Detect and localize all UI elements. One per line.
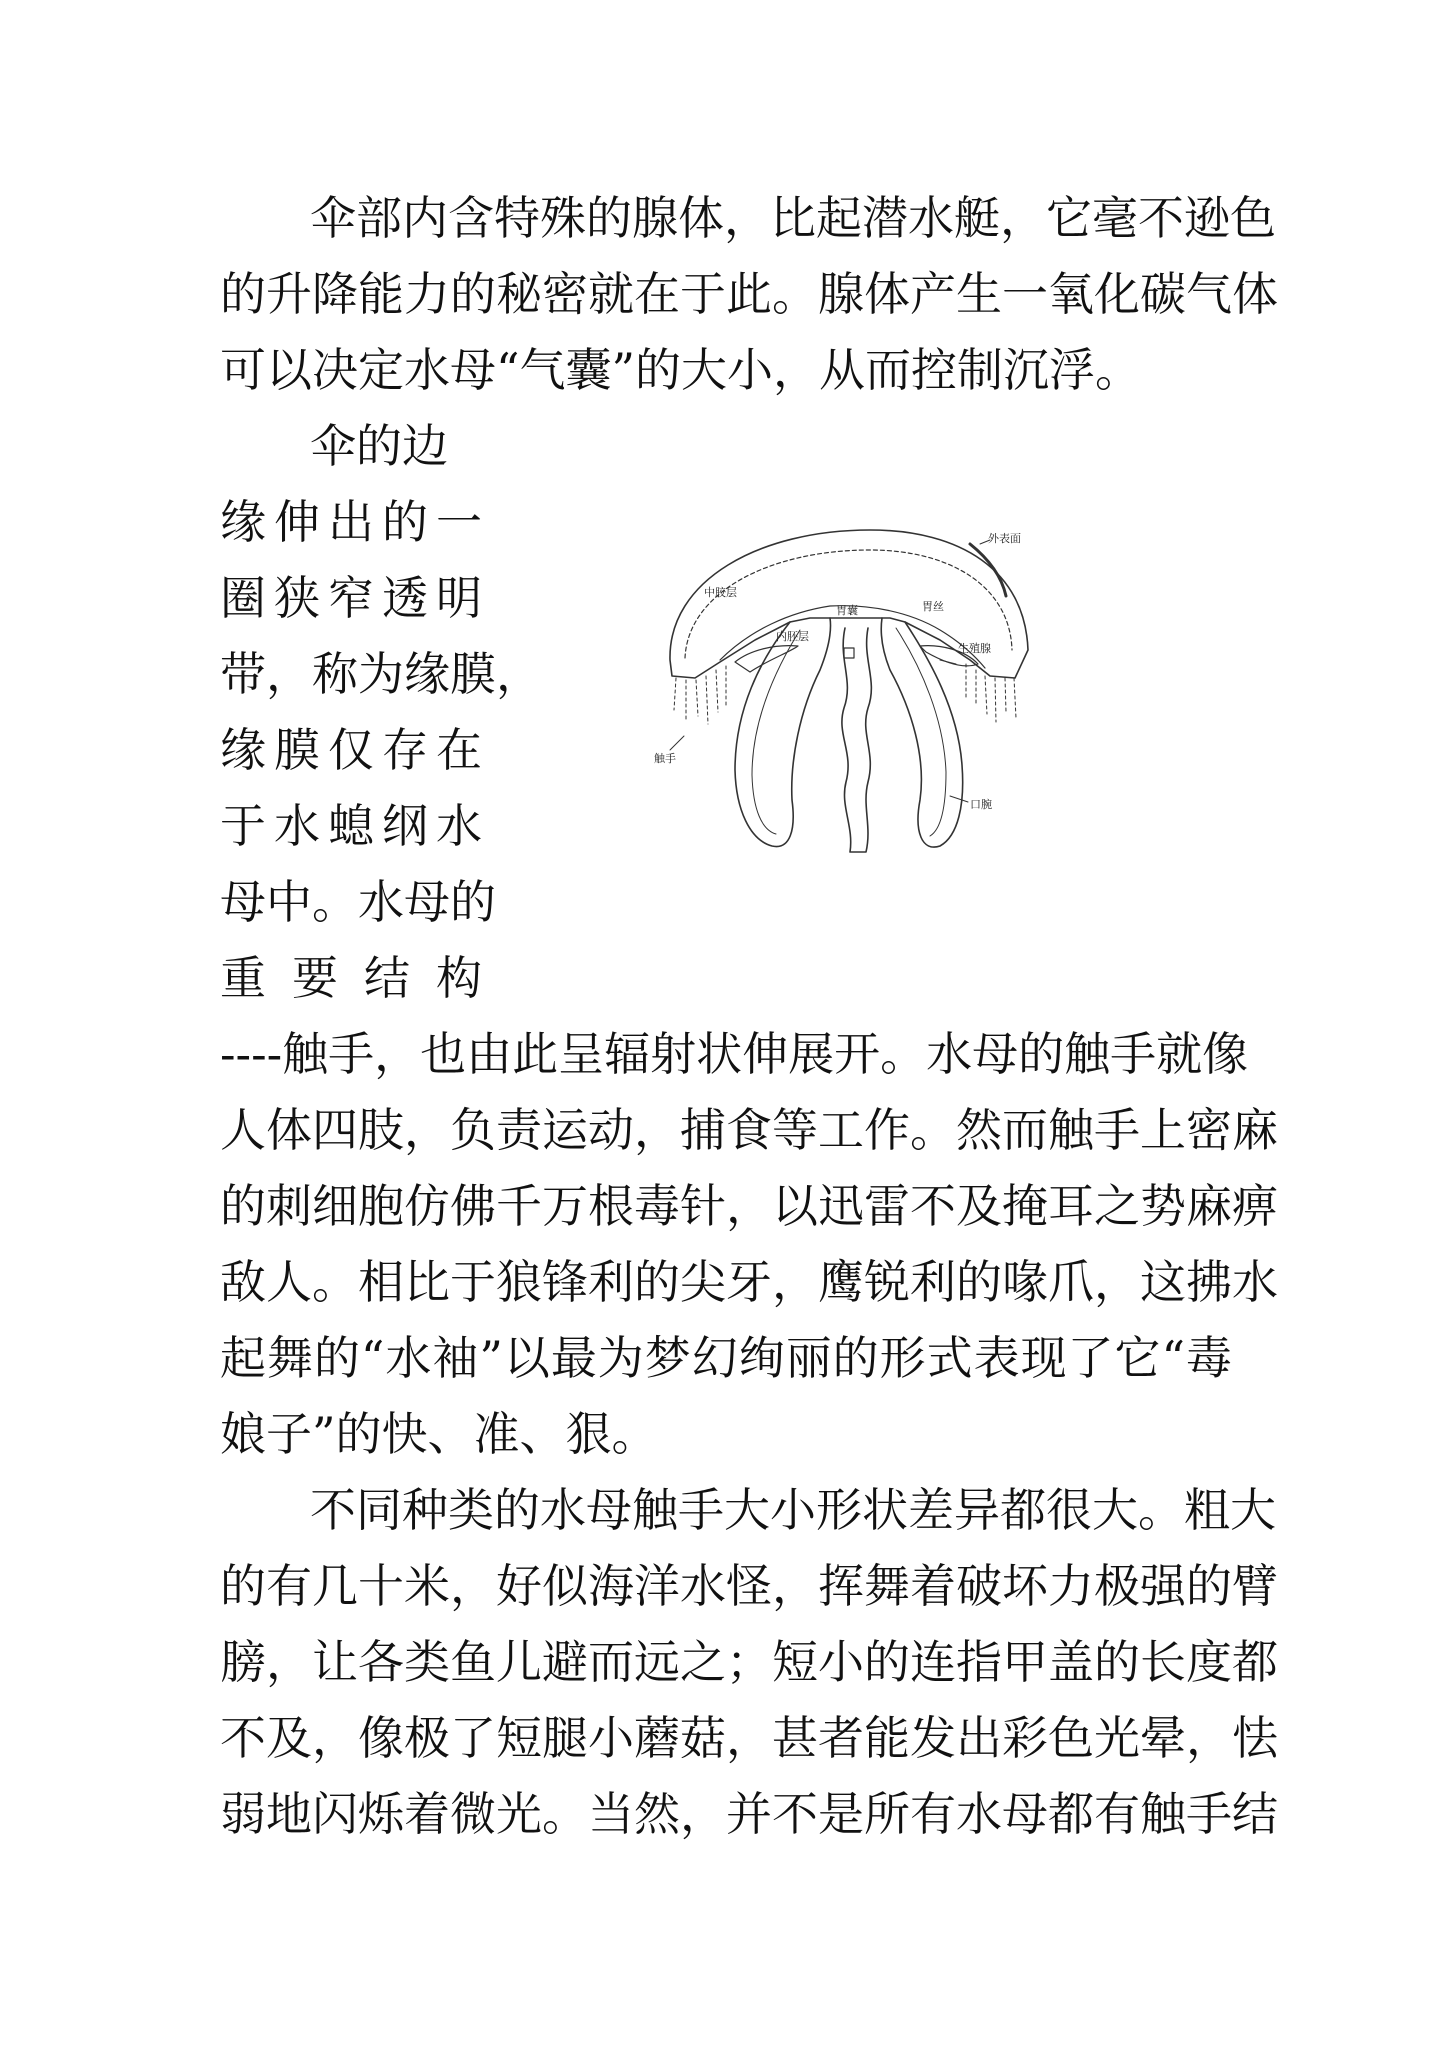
text-line: 人体四肢，负责运动，捕食等工作。然而触手上密麻 bbox=[220, 1103, 1278, 1157]
text-line: 不及，像极了短腿小蘑菇，甚者能发出彩色光晕，怯 bbox=[220, 1711, 1278, 1765]
text-line: 不同种类的水母触手大小形状差异都很大。粗大 bbox=[310, 1483, 1276, 1537]
text-line: 伞的边 bbox=[310, 419, 448, 473]
label-tentacle: 触手 bbox=[654, 752, 676, 765]
label-gastric-filaments: 胃丝 bbox=[922, 600, 944, 613]
label-mesoglea: 中胶层 bbox=[704, 586, 737, 599]
text-line: 起舞的“水袖”以最为梦幻绚丽的形式表现了它“毒 bbox=[220, 1331, 1232, 1385]
text-line: 重要结构 bbox=[220, 951, 482, 1005]
left-oral-arm bbox=[735, 618, 831, 847]
text-line: 膀，让各类鱼儿避而远之；短小的连指甲盖的长度都 bbox=[220, 1635, 1278, 1689]
text-line: 可以决定水母“气囊”的大小，从而控制沉浮。 bbox=[220, 343, 1142, 397]
label-stomach-pouch: 胃囊 bbox=[836, 604, 858, 617]
label-endoderm: 内胚层 bbox=[776, 630, 809, 643]
right-oral-arm bbox=[881, 618, 962, 847]
label-gonad: 生殖腺 bbox=[958, 642, 991, 655]
label-oral-arm: 口腕 bbox=[970, 798, 992, 811]
text-line: 弱地闪烁着微光。当然，并不是所有水母都有触手结 bbox=[220, 1787, 1278, 1841]
jellyfish-illustration bbox=[640, 500, 1060, 880]
text-line: ----触手，也由此呈辐射状伸展开。水母的触手就像 bbox=[220, 1027, 1249, 1081]
label-outer-surface: 外表面 bbox=[988, 532, 1021, 545]
right-tentacles bbox=[966, 664, 1016, 722]
outer-surface-pointer bbox=[970, 544, 1006, 596]
text-line: 的升降能力的秘密就在于此。腺体产生一氧化碳气体 bbox=[220, 267, 1278, 321]
text-line: 的刺细胞仿佛千万根毒针，以迅雷不及掩耳之势麻痹 bbox=[220, 1179, 1278, 1233]
text-line: 圈狭窄透明 bbox=[220, 571, 482, 625]
text-line: 缘膜仅存在 bbox=[220, 723, 482, 777]
text-line: 娘子”的快、准、狠。 bbox=[220, 1407, 658, 1461]
center-oral-arm bbox=[842, 628, 871, 852]
jellyfish-diagram bbox=[640, 500, 1060, 880]
text-line: 伞部内含特殊的腺体，比起潜水艇，它毫不逊色 bbox=[310, 191, 1276, 245]
text-line: 敌人。相比于狼锋利的尖牙，鹰锐利的喙爪，这拂水 bbox=[220, 1255, 1278, 1309]
text-line: 的有几十米，好似海洋水怪，挥舞着破坏力极强的臂 bbox=[220, 1559, 1278, 1613]
stomach-pouch-marker bbox=[844, 648, 854, 658]
text-line: 带，称为缘膜， bbox=[220, 647, 542, 701]
text-line: 母中。水母的 bbox=[220, 875, 496, 929]
text-line: 缘伸出的一 bbox=[220, 495, 482, 549]
text-line: 于水螅纲水 bbox=[220, 799, 482, 853]
